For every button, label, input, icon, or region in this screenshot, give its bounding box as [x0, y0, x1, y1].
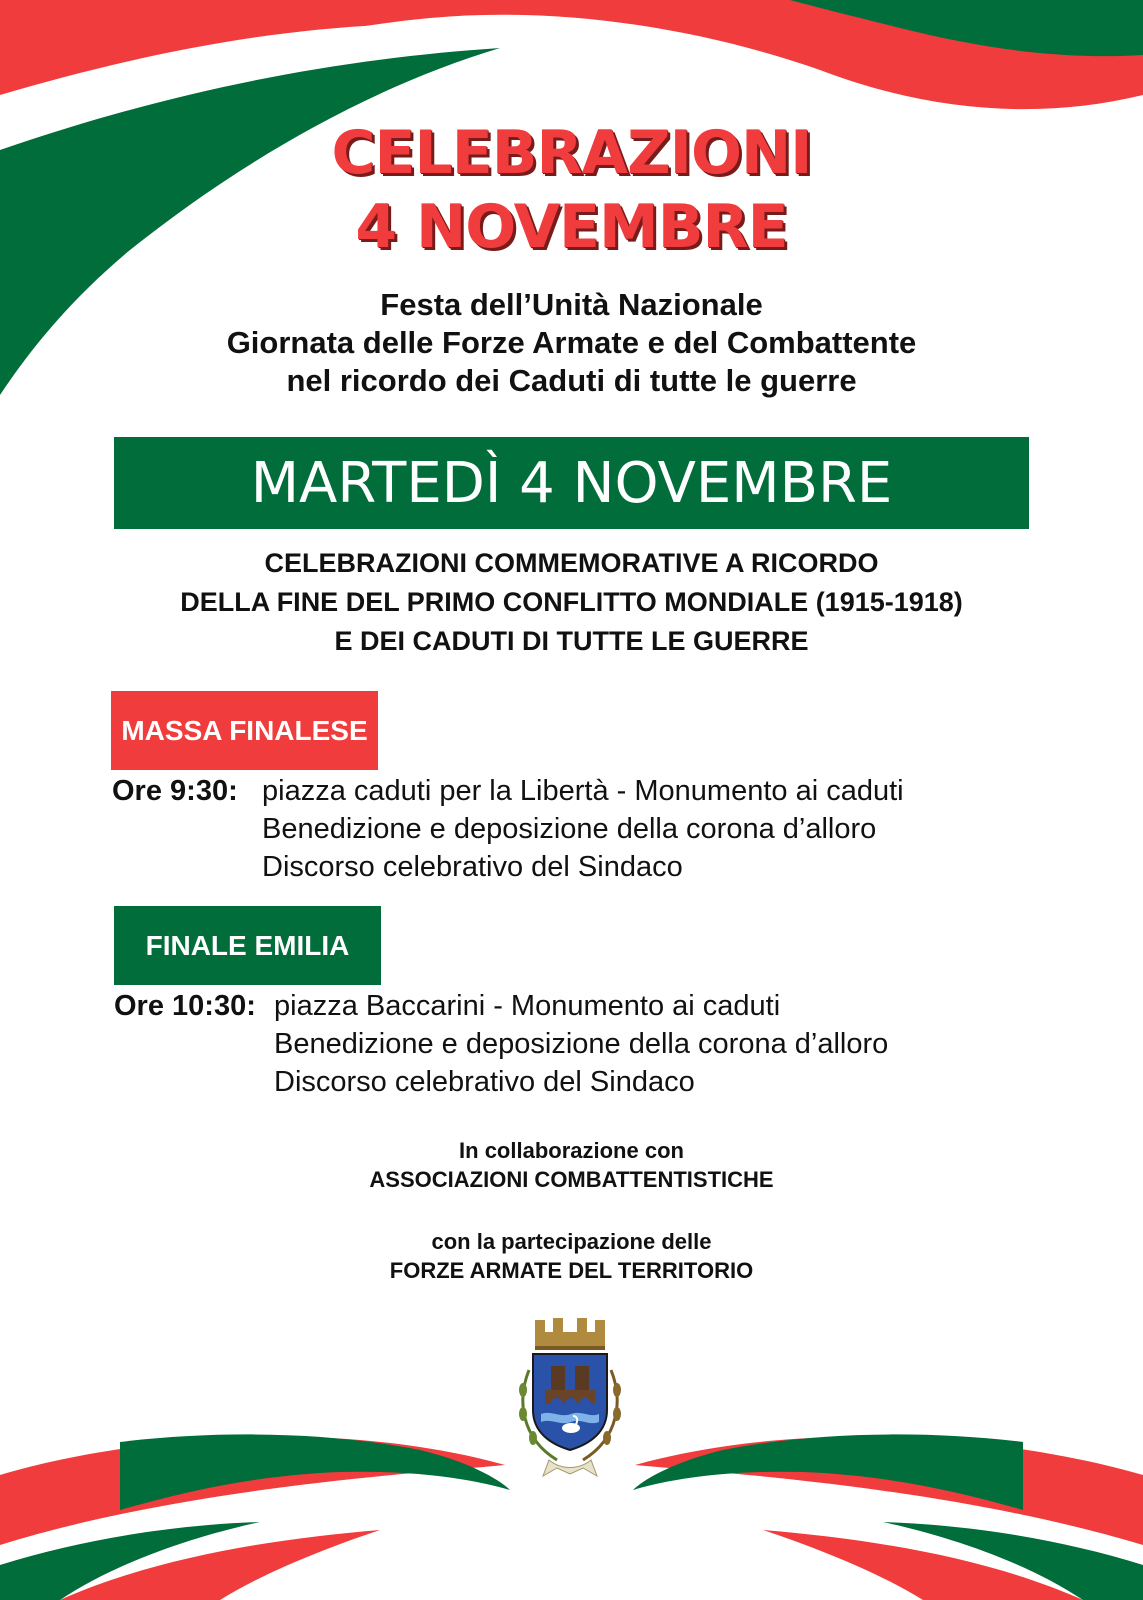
date-banner: MARTEDÌ 4 NOVEMBRE	[114, 437, 1029, 529]
location-tag-finale-emilia: FINALE EMILIA	[114, 906, 381, 985]
intro-line-3: E DEI CADUTI DI TUTTE LE GUERRE	[334, 626, 809, 656]
title-line-1: CELEBRAZIONI	[331, 118, 812, 188]
event-line: Discorso celebrativo del Sindaco	[262, 851, 683, 883]
schedule-finale-emilia	[114, 987, 1014, 1107]
event-line: Benedizione e deposizione della corona d’alloro	[262, 813, 877, 845]
subtitle-line-3: nel ricordo dei Caduti di tutte le guerre	[286, 363, 857, 398]
subtitle-line-1: Festa dell’Unità Nazionale	[380, 287, 763, 322]
schedule-massa-finalese	[112, 772, 1012, 892]
intro-line-1: CELEBRAZIONI COMMEMORATIVE A RICORDO	[264, 548, 879, 578]
event-time: Ore 9:30:	[112, 775, 238, 807]
subtitle-line-2: Giornata delle Forze Armate e del Combattente	[226, 325, 917, 360]
event-line: Discorso celebrativo del Sindaco	[274, 1066, 695, 1098]
collab-name: ASSOCIAZIONI COMBATTENTISTICHE	[369, 1167, 774, 1192]
event-line: piazza Baccarini - Monumento ai caduti	[274, 990, 781, 1022]
collab-intro: In collaborazione con	[459, 1138, 684, 1163]
municipal-coat-of-arms-icon	[505, 1310, 635, 1480]
location-tag-massa-finalese: MASSA FINALESE	[111, 691, 378, 770]
partecipation-name: FORZE ARMATE DEL TERRITORIO	[389, 1258, 754, 1283]
event-line: piazza caduti per la Libertà - Monumento ai caduti	[262, 775, 904, 807]
title-line-2: 4 NOVEMBRE	[355, 192, 788, 262]
partecipation-intro: con la partecipazione delle	[431, 1229, 712, 1254]
event-line: Benedizione e deposizione della corona d’alloro	[274, 1028, 889, 1060]
intro-line-2: DELLA FINE DEL PRIMO CONFLITTO MONDIALE (1915-1918)	[180, 587, 963, 617]
event-time: Ore 10:30:	[114, 990, 256, 1022]
